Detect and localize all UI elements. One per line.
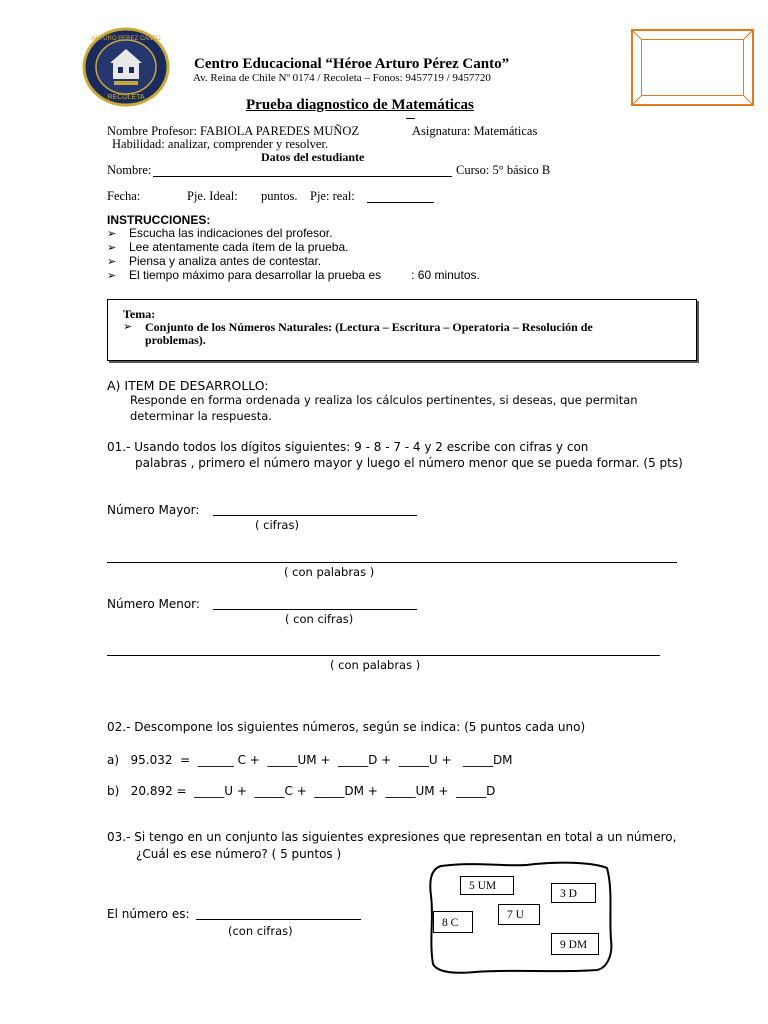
instructions-heading: INSTRUCCIONES: <box>107 213 211 227</box>
q2-title: 02.- Descompone los siguientes números, según se indica: (5 puntos cada uno) <box>107 720 586 734</box>
menor-words-caption: ( con palabras ) <box>330 658 421 672</box>
instruction-item: ➢ El tiempo máximo para desarrollar la prueba es : 60 minutos. <box>107 269 480 283</box>
section-a-heading: A) ITEM DE DESARROLLO: <box>107 378 269 393</box>
real-score-field[interactable] <box>367 202 434 203</box>
points-label: puntos. <box>261 189 298 203</box>
answer-label: El número es: <box>107 907 190 921</box>
menor-digits-caption: ( con cifras) <box>285 612 354 626</box>
arrow-icon: ➢ <box>123 321 133 333</box>
q3-line-1: 03.- Si tengo en un conjunto las siguientes expresiones que representan en total a un número, <box>107 830 677 844</box>
set-element: 8 C <box>433 911 473 933</box>
svg-text:RECOLETA: RECOLETA <box>107 94 145 101</box>
school-logo <box>82 27 170 107</box>
skill: Habilidad: analizar, comprender y resolver. <box>112 137 329 151</box>
q3-line-2: ¿Cuál es ese número? ( 5 puntos ) <box>136 847 342 861</box>
teacher-name: Nombre Profesor: FABIOLA PAREDES MUÑOZ <box>107 124 360 138</box>
menor-label: Número Menor: <box>107 597 200 611</box>
set-element: 5 UM <box>460 876 514 895</box>
title-mark <box>406 118 415 119</box>
answer-caption: (con cifras) <box>228 924 293 938</box>
instructions-list <box>107 227 480 283</box>
school-name: Centro Educacional “Héroe Arturo Pérez Canto” <box>194 56 510 72</box>
ideal-score-label: Pje. Ideal: <box>187 189 238 203</box>
date-label: Fecha: <box>107 189 141 203</box>
q2-item-a[interactable]: a) 95.032 = ______ C + _____UM + _____D + _____U + _____DM <box>107 753 513 767</box>
mayor-label: Número Mayor: <box>107 503 200 517</box>
section-a-line-1: Responde en forma ordenada y realiza los cálculos pertinentes, si deseas, que permitan <box>130 393 638 407</box>
instruction-item: ➢ Lee atentamente cada ítem de la prueba. <box>107 241 480 255</box>
student-section-title: Datos del estudiante <box>261 150 365 164</box>
name-field[interactable] <box>153 176 452 177</box>
instruction-item: ➢ Escucha las indicaciones del profesor. <box>107 227 480 241</box>
tema-line-1: Conjunto de los Números Naturales: (Lectura – Escritura – Operatoria – Resolución de <box>145 320 593 334</box>
svg-text:ARTURO PEREZ CANTO: ARTURO PEREZ CANTO <box>91 36 161 42</box>
mayor-digits-caption: ( cifras) <box>255 518 299 532</box>
school-address: Av. Reina de Chile Nº 0174 / Recoleta – Fonos: 9457719 / 9457720 <box>193 72 491 84</box>
menor-words-field[interactable] <box>107 655 660 656</box>
page-title: Prueba diagnostico de Matemáticas <box>246 97 474 113</box>
mayor-words-field[interactable] <box>107 562 677 563</box>
decorative-frame <box>631 29 754 106</box>
mayor-digits-field[interactable] <box>213 515 417 516</box>
mayor-words-caption: ( con palabras ) <box>284 565 375 579</box>
real-score-label: Pje: real: <box>310 189 355 203</box>
course: Curso: 5° básico B <box>456 163 551 177</box>
answer-field[interactable] <box>196 919 361 920</box>
q2-item-b[interactable]: b) 20.892 = _____U + _____C + _____DM + _____UM + _____D <box>107 784 496 798</box>
set-element: 7 U <box>498 904 540 925</box>
name-label: Nombre: <box>107 163 152 177</box>
q1-line-1: 01.- Usando todos los dígitos siguientes: 9 - 8 - 7 - 4 y 2 escribe con cifras y con <box>107 440 589 454</box>
subject: Asignatura: Matemáticas <box>412 124 538 138</box>
section-a-line-2: determinar la respuesta. <box>130 409 272 423</box>
tema-line-2: problemas). <box>145 333 206 347</box>
instruction-item: ➢ Piensa y analiza antes de contestar. <box>107 255 480 269</box>
menor-digits-field[interactable] <box>213 609 417 610</box>
set-element: 3 D <box>551 883 596 903</box>
set-element: 9 DM <box>551 933 599 955</box>
tema-label: Tema: <box>123 307 156 321</box>
q1-line-2: palabras , primero el número mayor y luego el número menor que se pueda formar. (5 pts) <box>135 456 683 470</box>
